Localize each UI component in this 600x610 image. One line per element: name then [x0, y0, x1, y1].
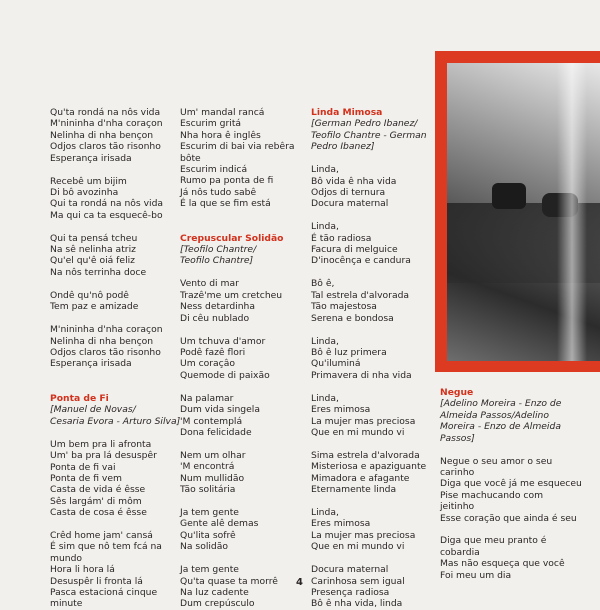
lyric-line: Casta de vida é êsse: [50, 484, 146, 496]
song-title: Crepuscular Solidão: [180, 232, 284, 244]
lyric-line: É tão radiosa: [311, 232, 372, 244]
lyric-line: Que en mi mundo vi: [311, 426, 405, 438]
lyric-line: Esperança irisada: [50, 358, 132, 370]
lyric-line: Pasca estacioná cinque: [50, 587, 158, 599]
lyric-line: Qu'lita sofrê: [180, 529, 236, 541]
lyric-line: Linda,: [311, 335, 339, 347]
lyric-line: Ness detardinha: [180, 301, 256, 313]
lyric-line: Vento di mar: [180, 278, 239, 290]
lyric-line: Crêd home jam' cansá: [50, 530, 153, 542]
lyric-line: Sês largám' di môm: [50, 495, 142, 507]
lyric-line: Di cêu nublado: [180, 312, 250, 324]
lyric-line: Esperança irisada: [50, 152, 132, 164]
lyric-line: Dum crepúsculo: [180, 598, 255, 610]
lyric-line: Diga que meu pranto é: [440, 535, 547, 547]
song-title: Ponta de Fi: [50, 392, 109, 404]
lyric-line: Desuspêr li fronta lá: [50, 575, 143, 587]
lyric-line: Mas não esqueça que você: [440, 558, 565, 570]
lyric-line: Odjos claros tão risonho: [50, 141, 161, 153]
lyric-line: Eres mimosa: [311, 518, 371, 530]
lyrics-column-4: [440, 387, 582, 581]
lyric-line: 'M encontrá: [180, 461, 235, 473]
stanza-gap: [180, 221, 295, 233]
stanza-gap: [180, 210, 295, 222]
lyric-line: carinho: [440, 466, 475, 478]
stanza-gap: [311, 210, 427, 222]
lyric-line: Num mullidão: [180, 472, 245, 484]
song-credit: [Adelino Moreira - Enzo de: [440, 398, 562, 410]
lyric-line: Docura maternal: [311, 198, 389, 210]
lyric-line: D'inocênça e candura: [311, 255, 411, 267]
lyric-line: Tem paz e amizade: [50, 301, 139, 313]
stanza-gap: [180, 496, 295, 508]
lyric-line: Ja tem gente: [180, 507, 239, 519]
lyric-line: Diga que você já me esqueceu: [440, 478, 582, 490]
lyric-line: Odjos di ternura: [311, 186, 386, 198]
lyric-line: Linda,: [311, 164, 339, 176]
lyrics-column-2: [180, 107, 295, 610]
stanza-gap: [50, 381, 180, 393]
lyric-line: Na nôs terrinha doce: [50, 266, 147, 278]
lyric-line: Carinhosa sem igual: [311, 575, 405, 587]
lyrics-column-3: [311, 107, 427, 610]
stanza-gap: [180, 553, 295, 565]
stanza-gap: [180, 438, 295, 450]
lyric-line: Ondê qu'nô podê: [50, 289, 129, 301]
lyric-line: Linda,: [311, 507, 339, 519]
lyric-line: Um' ba pra lá desuspêr: [50, 450, 157, 462]
lyric-line: La mujer mas preciosa: [311, 529, 416, 541]
lyric-line: Linda,: [311, 392, 339, 404]
stanza-gap: [311, 153, 427, 165]
lyric-line: É sim que nô tem fcá na: [50, 541, 162, 553]
lyric-line: Que en mi mundo vi: [311, 541, 405, 553]
lyric-line: Nem um olhar: [180, 449, 246, 461]
lyric-line: minute: [50, 598, 83, 610]
lyric-line: Tal estrela d'alvorada: [311, 289, 410, 301]
lyric-line: Ja tem gente: [180, 564, 239, 576]
song-credit: Passos]: [440, 432, 475, 444]
lyric-line: É la que se fim está: [180, 198, 271, 210]
lyric-line: Dona felicidade: [180, 426, 252, 438]
song-title: Negue: [440, 387, 474, 398]
stanza-gap: [180, 381, 295, 393]
lyric-line: Eres mimosa: [311, 404, 371, 416]
song-credit: [German Pedro Ibanez/: [311, 118, 418, 130]
lyric-line: Qu'ta rondá na nôs vida: [50, 107, 161, 118]
lyric-line: Na sê nelinha atriz: [50, 244, 136, 256]
song-credit: Cesaria Evora - Arturo Silva]: [50, 415, 181, 427]
lyric-line: Bô ê nha vida, linda: [311, 598, 403, 610]
lyric-line: Sima estrela d'alvorada: [311, 449, 420, 461]
lyric-line: Ma qui ca ta esquecê-bo: [50, 209, 163, 221]
stanza-gap: [50, 278, 180, 290]
stanza-gap: [50, 221, 180, 233]
lyric-line: Bô ê,: [311, 278, 335, 290]
lyric-line: Bô ê luz primera: [311, 347, 387, 359]
stanza-gap: [311, 496, 427, 508]
lyric-line: Qui ta rondá na nôs vida: [50, 198, 164, 210]
lyric-line: mundo: [50, 552, 83, 564]
stanza-gap: [180, 324, 295, 336]
lyric-line: bôte: [180, 152, 201, 164]
lyric-line: Nelinha di nha bençon: [50, 129, 154, 141]
song-credit: Pedro Ibanez]: [311, 141, 375, 153]
lyric-line: jeitinho: [440, 501, 475, 513]
stanza-gap: [180, 267, 295, 279]
lyric-line: Primavera di nha vida: [311, 369, 412, 381]
lyric-line: Qu'iluminá: [311, 358, 361, 370]
stanza-gap: [50, 427, 180, 439]
lyric-line: Bô vida ê nha vida: [311, 175, 397, 187]
song-credit: Moreira - Enzo de Almeida: [440, 421, 561, 433]
lyric-line: Dum vida singela: [180, 404, 260, 416]
lyric-line: Ponta de fi vai: [50, 461, 116, 473]
lyric-line: Um bem pra li afronta: [50, 438, 152, 450]
song-credit: Teofilo Chantre - German: [311, 129, 427, 141]
lyric-line: Qui ta pensá tcheu: [50, 232, 138, 244]
lyric-line: M'nininha d'nha coraçon: [50, 324, 163, 336]
lyrics-column-1: [50, 107, 180, 610]
lyric-line: Tão solitária: [180, 484, 236, 496]
lyric-line: Nelinha di nha bençon: [50, 335, 154, 347]
lyric-line: Escurim indicá: [180, 163, 248, 175]
page-number: 4: [296, 577, 303, 588]
stanza-gap: [311, 381, 427, 393]
stanza-gap: [440, 444, 582, 456]
song-credit: [Teofilo Chantre/: [180, 244, 257, 256]
lyric-line: Trazê'me um cretcheu: [180, 289, 283, 301]
light-beam: [557, 63, 587, 361]
lyric-line: La mujer mas preciosa: [311, 415, 416, 427]
lyric-line: Na solidão: [180, 541, 229, 553]
lyric-line: Qu'el qu'ê oiá feliz: [50, 255, 135, 267]
lyric-line: Ponta de fi vem: [50, 472, 122, 484]
lyric-line: Rumo pa ponta de fi: [180, 175, 274, 187]
lyric-line: Um' mandal rancá: [180, 107, 265, 118]
lyric-line: Já nôs tudo sabê: [180, 186, 257, 198]
lyric-line: Pise machucando com: [440, 489, 544, 501]
song-title: Linda Mimosa: [311, 107, 383, 118]
lyric-line: Gente alê demas: [180, 518, 259, 530]
lyric-line: Hora li hora lá: [50, 564, 115, 576]
lyric-line: Podê fazê flori: [180, 347, 246, 359]
lyric-line: Docura maternal: [311, 564, 389, 576]
lyric-line: Misteriosa e apaziguante: [311, 461, 427, 473]
lyric-line: Negue o seu amor o seu: [440, 455, 553, 467]
song-credit: [Manuel de Novas/: [50, 404, 136, 416]
lyric-line: Escurim gritá: [180, 118, 242, 130]
stanza-gap: [50, 370, 180, 382]
lyric-line: Esse coração que ainda é seu: [440, 512, 577, 524]
stanza-gap: [311, 438, 427, 450]
lyric-line: Eternamente linda: [311, 484, 397, 496]
lyric-line: 'M contemplá: [180, 415, 243, 427]
lyric-line: Tão majestosa: [311, 301, 377, 313]
lyric-line: Um tchuva d'amor: [180, 335, 266, 347]
lyric-line: Recebê um bijim: [50, 175, 127, 187]
stanza-gap: [440, 524, 582, 536]
stage-photo: [447, 63, 600, 361]
song-credit: Almeida Passos/Adelino: [440, 409, 549, 421]
lyric-line: Serena e bondosa: [311, 312, 394, 324]
lyric-line: Presença radiosa: [311, 587, 390, 599]
monitor-speaker-left: [492, 183, 526, 209]
stanza-gap: [311, 553, 427, 565]
stanza-gap: [50, 518, 180, 530]
lyric-line: M'nininha d'nha coraçon: [50, 118, 163, 130]
lyric-line: Di bô avozinha: [50, 186, 119, 198]
stanza-gap: [50, 164, 180, 176]
lyric-line: cobardia: [440, 546, 480, 558]
lyric-line: Casta de cosa é êsse: [50, 507, 147, 519]
song-credit: Teofilo Chantre]: [180, 255, 254, 267]
stanza-gap: [50, 313, 180, 325]
lyric-line: Um coraçâo: [180, 358, 235, 370]
lyric-line: Na palamar: [180, 392, 234, 404]
lyric-line: Escurim di bai via rebêra: [180, 141, 295, 153]
stanza-gap: [311, 267, 427, 279]
lyric-line: Mimadora e afagante: [311, 472, 410, 484]
lyric-line: Na luz cadente: [180, 587, 249, 599]
lyric-line: Linda,: [311, 221, 339, 233]
lyric-line: Qu'ta quase ta morrê: [180, 575, 278, 587]
lyric-line: Quemode di paixão: [180, 369, 270, 381]
lyric-line: Odjos claros tão risonho: [50, 347, 161, 359]
lyric-line: Foi meu um dia: [440, 569, 512, 581]
lyric-line: Facura di melguice: [311, 244, 398, 256]
stanza-gap: [311, 324, 427, 336]
lyric-line: Nha hora ê inglês: [180, 129, 261, 141]
